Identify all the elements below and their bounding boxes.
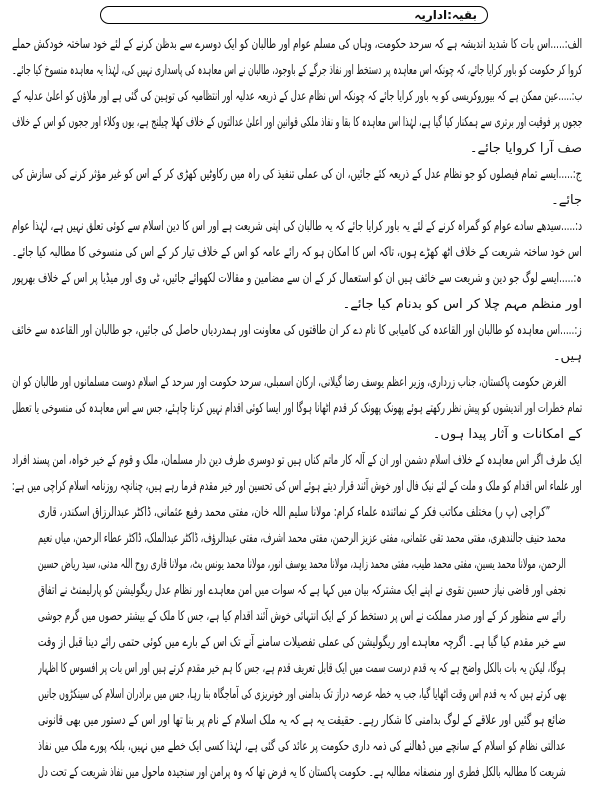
line-text: کروا کر حکومت کو باور کرایا جائے، کہ چونکہ اس معاہدہ پر دستخط اور نفاذ جرگے کے باوجود، طالبان نے اس معاہدہ کی پاسداری نہیں کی، لہٰذا یہ معاہدہ منسوخ کیا جائے۔ xyxy=(12,63,582,78)
line-text: شریعت کا مطالبہ بالکل فطری اور منصفانہ مطالبہ ہے۔ حکومت پاکستان کا یہ فرض تھا کہ وہ پرامن اور سنجیدہ ماحول میں نفاذ شریعت کے تحت دل xyxy=(38,765,566,780)
line-text: کے امکانات و آثار پیدا ہوں۔ xyxy=(432,427,582,442)
editorial-body xyxy=(0,32,590,786)
text-line xyxy=(12,318,582,344)
text-line xyxy=(12,188,582,214)
line-text: اور منظم مہم چلا کر اس کو بدنام کیا جائے۔ xyxy=(342,297,582,312)
line-text: اس خود ساختہ شریعت کے خلاف اٹھ کھڑے ہوں، تاکہ اس کا امکان ہو کہ رائے عامہ کو اس کے خلاف تیار کر کے اس کی منسوخی کا مطالبہ کیا جائے۔ xyxy=(12,245,582,260)
line-text: تمام خطرات اور اندیشوں کو پیش نظر رکھتے ہوئے پھونک پھونک کر قدم اٹھانا ہوگا اور ایسا کوئی اقدام نہیں کرنا چاہئے، جس سے اس معاہدہ کی منسوخی یا تعطل xyxy=(12,401,582,416)
line-text: اور علماء اس اقدام کو ملک و ملت کے لئے نیک فال اور خوش آئند قرار دیتے ہوئے اس کی تحسین اور خیر مقدم فرما رہے ہیں، چنانچہ روزنامہ اسلام کراچی میں ہے: xyxy=(12,479,582,494)
line-text: ج:.....ایسے تمام فیصلوں کو جو نظام عدل کے ذریعہ کئے جائیں، ان کی عملی تنفیذ کی راہ میں رکاوٹیں کھڑی کر کے اس کو غیر مؤثر کرنے کی سازش کی xyxy=(12,167,582,182)
line-text: الف:.....اس بات کا شدید اندیشہ ہے کہ سرحد حکومت، وہاں کی مسلم عوام اور طالبان کو ایک دوسرے سے بدظن کرنے کے لئے خود ساختہ خودکش حملے xyxy=(12,37,582,52)
line-text: ہ:.....ایسے لوگ جو دین و شریعت سے خائف ہیں ان کو استعمال کر کے ان سے مضامین و مقالات لکھوائے جائیں، ٹی وی اور میڈیا پر اس کے خلاف بھرپور xyxy=(12,271,582,286)
text-line xyxy=(12,84,582,110)
line-text: ضائع ہو گئیں اور علاقے کے لوگ بدامنی کا شکار رہے۔ حقیقت یہ ہے کہ یہ ملک اسلام کے نام پر بنا تھا اور اس کے دستور میں بھی قانونی xyxy=(38,713,566,728)
line-text: ایک طرف اگر اس معاہدہ کے خلاف اسلام دشمن اور ان کے آلہ کار ماتم کناں ہیں تو دوسری طرف دین دار مسلمان، ملک و قوم کے خیر خواہ، امن پسند افراد xyxy=(12,453,582,468)
line-text: ہیں۔ xyxy=(552,349,582,364)
line-text: عدالتی نظام کو اسلام کے سانچے میں ڈھالنے کی ذمہ داری حکومت پر عائد کی گئی ہے، لہٰذا کسی ایک خطے میں نہیں، بلکہ پورے ملک میں نفاذ xyxy=(38,739,566,754)
quote-line xyxy=(38,526,566,552)
text-line xyxy=(12,396,582,422)
quote-line xyxy=(38,578,566,604)
line-text: بھی کرتے ہیں کہ یہ قدم اس وقت اٹھایا گیا، جب یہ خطہ عرصہ دراز تک بدامنی اور خونریزی کی آماجگاہ بنا رہا، جس میں برادران اسلام کی سینکڑوں جانیں xyxy=(38,687,566,702)
line-text: صف آرا کروایا جائے۔ xyxy=(469,141,582,156)
quote-line xyxy=(38,760,566,786)
quote-line xyxy=(38,630,566,656)
quote-line xyxy=(38,552,566,578)
text-line xyxy=(12,448,582,474)
text-line xyxy=(12,370,582,396)
continuation-header-box xyxy=(100,6,488,24)
quote-line xyxy=(38,656,566,682)
line-text: نجفی اور قاضی نیاز حسین نقوی نے اپنے ایک مشترکہ بیان میں کہا ہے کہ سوات میں امن معاہدے اور نظام عدل ریگولیشن کو پارلیمنٹ نے اتفاق xyxy=(38,583,566,598)
text-line xyxy=(12,292,582,318)
line-text: جائے۔ xyxy=(551,193,582,208)
line-text: د:.....سیدھے سادے عوام کو گمراہ کرنے کے لئے یہ باور کرایا جائے کہ یہ طالبان کی اپنی شریعت ہے اور اس کا دین اسلام سے کوئی تعلق نہیں ہے، لہٰذا عوام xyxy=(12,219,582,234)
line-text: محمد حنیف جالندھری، مفتی محمد تقی عثمانی، مفتی عزیز الرحمن، مفتی محمد اشرف، مفتی عبدالرؤف، ڈاکٹر عبدالملک، ڈاکٹر عطاء الرحمن، میاں نعیم xyxy=(38,531,566,546)
text-line xyxy=(12,344,582,370)
line-text: الرحمن، مولانا محمد یسین، مفتی محمد طیب، مفتی محمد زاہد، مولانا محمد یوسف انور، مولانا محمد یونس بٹ، مولانا قاری روح اللہ مدنی، سید ریاض حسین xyxy=(38,557,566,572)
text-line xyxy=(12,32,582,58)
quote-line xyxy=(38,708,566,734)
line-text: سے خیر مقدم کیا گیا ہے۔ اگرچہ معاہدے اور ریگولیشن کی عملی تفصیلات سامنے آنے تک اس کے بارے میں کوئی حتمی رائے دینا قبل از وقت xyxy=(38,635,566,650)
text-line xyxy=(12,110,582,136)
line-text: ججوں پر فوقیت اور برتری سے ہمکنار کیا گیا ہے، لہٰذا اس معاہدہ کا بقا و نفاذ ملکی قوانین اور اعلیٰ عدالتوں کے خلاف کھلا چیلنج ہے، یوں وکلاء اور ججوں کو اس کے خلاف xyxy=(12,115,582,130)
line-text: ز:.....اس معاہدہ کو طالبان اور القاعدہ کی کامیابی کا نام دے کر ان طاقتوں کی معاونت اور ہمدردیاں حاصل کی جائیں، جو طالبان اور القاعدہ سے خائف xyxy=(12,323,582,338)
quote-line xyxy=(38,682,566,708)
quote-line xyxy=(38,734,566,760)
line-text: الغرض حکومت پاکستان، جناب زرداری، وزیر اعظم یوسف رضا گیلانی، ارکان اسمبلی، سرحد حکومت اور سرحد کے اسلام دوست مسلمانوں اور طالبان کو ان xyxy=(12,375,566,390)
text-line xyxy=(12,136,582,162)
text-line xyxy=(12,474,582,500)
header-title: بقیہ:اداریہ xyxy=(414,8,477,22)
line-text: ہوگا، لیکن یہ بات بالکل واضح ہے کہ یہ قدم درست سمت میں ایک قابل تعریف قدم ہے، جس کا ہم خیر مقدم کرتے ہیں اور اس بات پر افسوس کا اظہار xyxy=(38,661,566,676)
text-line xyxy=(12,266,582,292)
text-line xyxy=(12,58,582,84)
text-line xyxy=(12,240,582,266)
text-line xyxy=(12,162,582,188)
line-text: ب:.....عین ممکن ہے کہ بیوروکریسی کو یہ باور کرایا جائے کہ چونکہ اس نظام عدل کے ذریعہ عدلیہ اور انتظامیہ کی توہین کی گئی ہے اور ملاؤں کو اعلیٰ عدلیہ کے xyxy=(12,89,582,104)
text-line xyxy=(12,422,582,448)
quote-line xyxy=(38,500,566,526)
line-text: ”کراچی (پ ر) مختلف مکاتب فکر کے نمائندہ علماء کرام: مولانا سلیم اللہ خان، مفتی محمد رفیع عثمانی، ڈاکٹر عبدالرزاق اسکندر، قاری xyxy=(38,505,550,520)
quote-line xyxy=(38,604,566,630)
line-text: رائے سے منظور کر کے اور صدر مملکت نے اس پر دستخط کر کے ایک انتہائی خوش آئند اقدام کیا ہے، جس کا ملک کے بیشتر حصوں میں گرم جوشی xyxy=(38,609,566,624)
text-line xyxy=(12,214,582,240)
